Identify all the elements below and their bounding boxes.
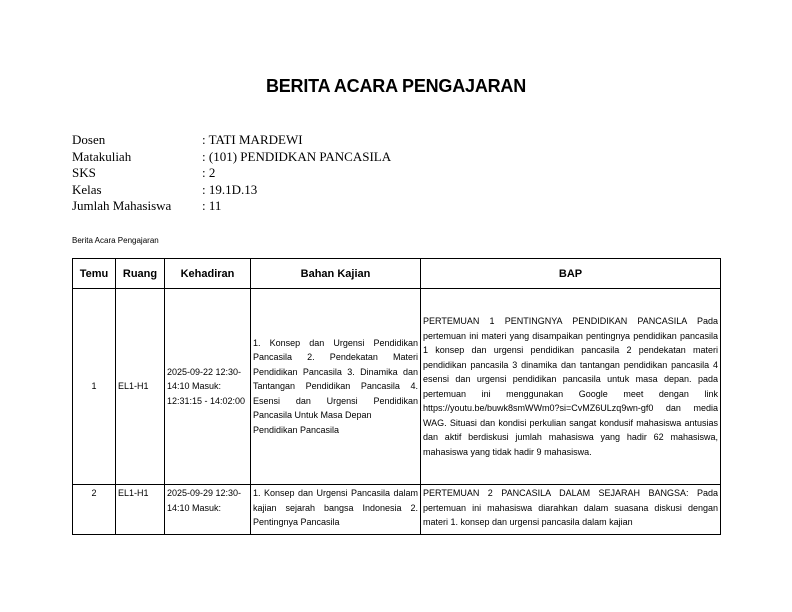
course-info: [72, 132, 391, 215]
bap-table: [72, 258, 721, 535]
cell-bahan-kajian: [251, 485, 421, 535]
info-value: : TATI MARDEWI: [202, 132, 303, 147]
cell-ruang: EL1-H1: [116, 289, 165, 485]
table-caption: Berita Acara Pengajaran: [72, 236, 159, 245]
info-row-jumlah-mahasiswa: [72, 198, 391, 215]
header-temu: Temu: [73, 259, 116, 289]
bap-text: PERTEMUAN 2 PANCASILA DALAM SEJARAH BANGSA: Pada pertemuan ini mahasiswa diarahkan dalam suasana diskusi dengan materi 1. konsep dan urgensi pancasila dalam kajian: [423, 488, 718, 527]
info-row-dosen: [72, 132, 391, 149]
bahan-kajian-text: 1. Konsep dan Urgensi Pancasila dalam kajian sejarah bangsa Indonesia 2. Pentingnya Pancasila: [253, 488, 418, 527]
info-row-sks: [72, 165, 391, 182]
cell-kehadiran-text: 2025-09-29 12:30-14:10 Masuk:: [167, 488, 242, 513]
info-row-matakuliah: [72, 149, 391, 166]
cell-temu: 1: [73, 289, 116, 485]
cell-bahan-kajian: [251, 289, 421, 485]
cell-bap: [421, 485, 721, 535]
table-header-row: [73, 259, 721, 289]
cell-temu-text: 2: [91, 488, 97, 498]
info-label: Jumlah Mahasiswa: [72, 198, 172, 213]
cell-ruang-text: EL1-H1: [118, 488, 149, 498]
header-ruang: Ruang: [116, 259, 165, 289]
info-value: : 19.1D.13: [202, 181, 258, 197]
info-value: : (101) PENDIDKAN PANCASILA: [202, 148, 392, 164]
header-bahan-kajian: Bahan Kajian: [251, 259, 421, 289]
info-label: Kelas: [72, 181, 102, 197]
info-row-kelas: [72, 182, 391, 199]
header-bap: BAP: [421, 259, 721, 289]
info-value: : 11: [202, 198, 222, 213]
cell-kehadiran: [165, 485, 251, 535]
info-label: Dosen: [72, 132, 106, 147]
cell-kehadiran: 2025-09-22 12:30-14:10 Masuk: 12:31:15 - 14:02:00: [165, 289, 251, 485]
header-kehadiran: Kehadiran: [165, 259, 251, 289]
cell-bap: PERTEMUAN 1 PENTINGNYA PENDIDIKAN PANCASILA Pada pertemuan ini materi yang disampaikan pentingnya pendidikan pancasila 1 konsep dan urgensi pendidikan pancasila 2 pendekatan materi pendidikan pancasila 3 dinamika dan tantangan pendidikan pancasila 4 esensi dan urgensi pendidikan pancasila untuk masa depan. pada pertemuan ini menggunakan Google meet dengan link https://youtu.be/buwk8smWWm0?si=CvMZ6ULzq9wn-gf0 dan media WAG. Situasi dan kondisi perkulian sangat kondusif mahasiswa antusias dan aktif berdiskusi jumlah mahasiswa yang hadir 62 mahasiswa, mahasiswa yang tidak hadir 9 mahasiswa.: [421, 289, 721, 485]
info-label: SKS: [72, 165, 96, 180]
table-row: [73, 485, 721, 535]
bahan-kajian-text: 1. Konsep dan Urgensi Pendidikan Pancasila 2. Pendekatan Materi Pendidikan Pancasila 3. Dinamika dan Tantangan Pendidikan Pancasila 4. Esensi dan Urgensi Pendidikan Pancasila Untuk Masa Depan: [253, 337, 418, 421]
bahan-kajian-subject: Pendidikan Pancasila: [253, 424, 340, 435]
info-value: : 2: [202, 165, 216, 180]
cell-ruang: [116, 485, 165, 535]
page-title: BERITA ACARA PENGAJARAN: [265, 76, 527, 96]
cell-temu: [73, 485, 116, 535]
info-label: Matakuliah: [72, 148, 132, 164]
table-row: [73, 289, 721, 485]
